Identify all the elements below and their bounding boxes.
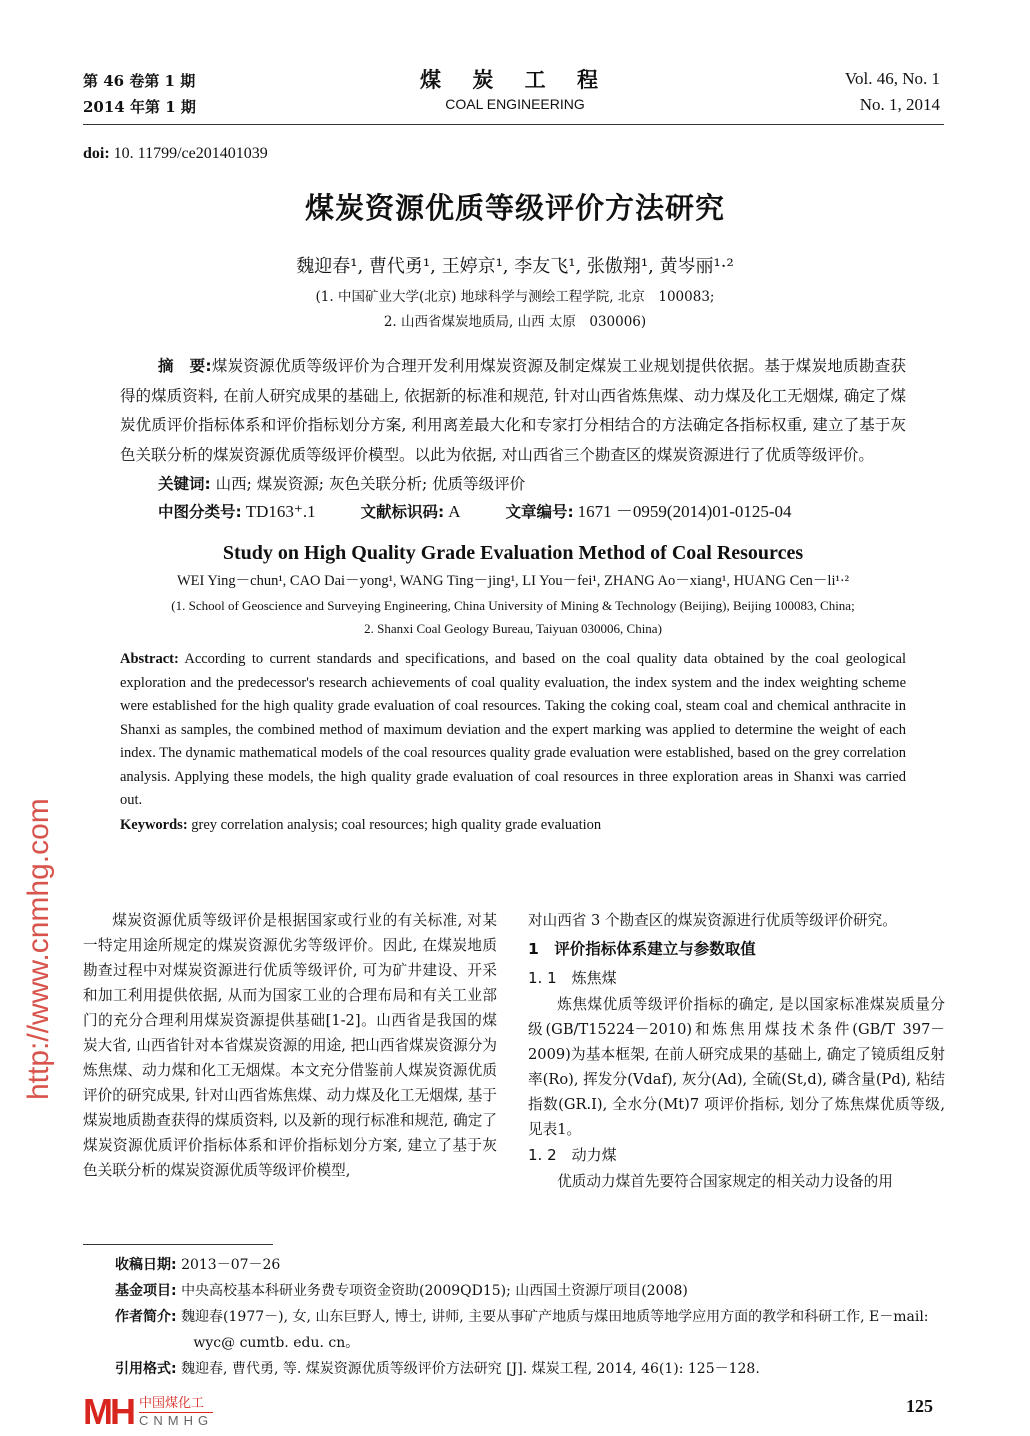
author-bio-label: 作者简介:	[115, 1309, 177, 1325]
english-affiliation-2: 2. Shanxi Coal Geology Bureau, Taiyuan 030006, China)	[364, 621, 662, 636]
abstract-section	[120, 352, 906, 837]
abstract-en-label: Abstract:	[120, 651, 179, 667]
header-rule	[83, 124, 944, 125]
keywords-en-label: Keywords:	[120, 816, 188, 833]
journal-name-en: COAL ENGINEERING	[445, 96, 585, 112]
section-heading-1: 1 评价指标体系建立与参数取值	[528, 940, 756, 958]
body-paragraph: 煤炭资源优质等级评价是根据国家或行业的有关标准, 对某一特定用途所规定的煤炭资源优劣等级评价。因此, 在煤炭地质勘查过程中对煤炭资源进行优质等级评价, 可为矿井建设、开采和加工利用提供依据, 从而为国家工业的合理布局和有关工业部门的充分合理利用煤炭资源提供基础[1-2]。山西省是我国的煤炭大省, 山西省针对本省煤炭资源的用途, 把山西省煤炭资源分为炼焦煤、动力煤和化工无烟煤。本文充分借鉴前人煤炭资源优质评价的研究成果, 针对山西省炼焦煤、动力煤及化工无烟煤, 基于煤炭地质勘查获得的煤质资料, 以及新的现行标准和规范, 确定了煤炭资源优质评价指标体系和评价指标划分方案, 建立了基于灰色关联分析的煤炭资源优质等级评价模型,	[83, 912, 497, 1179]
cnmhg-logo	[83, 1392, 213, 1432]
keywords-cn	[120, 470, 906, 498]
abstract-cn	[120, 352, 906, 470]
page-number: 125	[906, 1396, 933, 1416]
doc-code-label: 文献标识码:	[360, 503, 445, 521]
citation-label: 引用格式:	[115, 1361, 177, 1377]
footnotes	[115, 1252, 945, 1382]
citation	[115, 1356, 945, 1382]
received-date	[115, 1252, 945, 1278]
author-bio-value: 魏迎春(1977－), 女, 山东巨野人, 博士, 讲师, 主要从事矿产地质与煤田地质等地学应用方面的教学和科研工作, E－mail: wyc@ cumtb. edu. cn。	[181, 1309, 929, 1351]
english-affiliation-1: (1. School of Geoscience and Surveying Engineering, China University of Mining & Technology (Beijing), Beijing 100083, China;	[171, 598, 855, 613]
year-cn: 2014 年第 1 期	[83, 98, 196, 116]
section-heading-1-1: 1. 1 炼焦煤	[528, 969, 617, 987]
body-right-column	[528, 908, 945, 1194]
body-left-column	[83, 908, 497, 1183]
journal-name	[380, 64, 650, 112]
authors: 魏迎春¹, 曹代勇¹, 王婷京¹, 李友飞¹, 张傲翔¹, 黄岑丽¹·²	[296, 256, 734, 277]
affiliation-1: (1. 中国矿业大学(北京) 地球科学与测绘工程学院, 北京 100083;	[315, 289, 715, 305]
doc-code-value: A	[448, 502, 461, 521]
doi-label: doi:	[83, 145, 110, 162]
keywords-en-text: grey correlation analysis; coal resources; high quality grade evaluation	[191, 816, 602, 833]
received-label: 收稿日期:	[115, 1257, 177, 1273]
abstract-cn-text: 煤炭资源优质等级评价为合理开发利用煤炭资源及制定煤炭工业规划提供依据。基于煤炭地质勘查获得的煤质资料, 在前人研究成果的基础上, 依据新的标准和规范, 针对山西省炼焦煤、动力煤及化工无烟煤, 确定了煤炭优质评价指标体系和评价指标划分方案, 利用离差最大化和专家打分相结合的方法确定各指标权重, 建立了基于灰色关联分析的煤炭资源优质等级评价模型。以此为依据, 对山西省三个勘查区的煤炭资源进行了优质等级评价。	[120, 357, 906, 464]
received-value: 2013－07－26	[181, 1257, 281, 1273]
english-title: Study on High Quality Grade Evaluation Method of Coal Resources	[222, 542, 804, 564]
keywords-en	[120, 813, 906, 837]
classification	[120, 498, 906, 526]
paper-title: 煤炭资源优质等级评价方法研究	[304, 191, 725, 225]
article-no-label: 文章编号:	[505, 503, 574, 521]
footnote-rule	[83, 1244, 273, 1245]
issue-info-en	[845, 66, 940, 118]
volume-en: Vol. 46, No. 1	[844, 69, 940, 88]
clc-label: 中图分类号:	[158, 503, 242, 521]
logo-cn: 中国煤化工	[139, 1396, 213, 1413]
issue-info-cn	[83, 68, 196, 120]
abstract-cn-label: 摘 要:	[158, 357, 212, 375]
body-paragraph: 对山西省 3 个勘查区的煤炭资源进行优质等级评价研究。	[528, 912, 897, 929]
doi-value[interactable]: 10. 11799/ce201401039	[113, 145, 268, 162]
abstract-en	[120, 648, 906, 813]
section-heading-1-2: 1. 2 动力煤	[528, 1146, 617, 1164]
watermark-url: http://www.cnmhg.com	[22, 798, 55, 1100]
article-no-value: 1671 －0959(2014)01-0125-04	[577, 502, 792, 521]
fund-label: 基金项目:	[115, 1283, 177, 1299]
citation-value: 魏迎春, 曹代勇, 等. 煤炭资源优质等级评价方法研究 [J]. 煤炭工程, 2014, 46(1): 125－128.	[181, 1361, 760, 1377]
affiliation-2: 2. 山西省煤炭地质局, 山西 太原 030006)	[383, 314, 647, 330]
keywords-cn-label: 关键词:	[158, 475, 211, 493]
body-paragraph: 炼焦煤优质等级评价指标的确定, 是以国家标准煤炭质量分级(GB/T15224－2010)和炼焦用煤技术条件(GB/T 397－2009)为基本框架, 在前人研究成果的基础上, 确定了镜质组反射率(Ro), 挥发分(Vdaf), 灰分(Ad), 全硫(St,d), 磷含量(Pd), 粘结指数(GR.I), 全水分(Mt)7 项评价指标, 划分了炼焦煤优质等级, 见表1。	[528, 996, 945, 1138]
logo-mark: MH	[83, 1391, 133, 1432]
volume-cn: 第 46 卷第 1 期	[83, 72, 196, 90]
doi	[83, 145, 268, 163]
author-bio	[115, 1304, 945, 1356]
logo-en: CNMHG	[139, 1412, 214, 1428]
fund-value: 中央高校基本科研业务费专项资金资助(2009QD15); 山西国土资源厅项目(2008)	[181, 1283, 688, 1299]
issue-en: No. 1, 2014	[859, 95, 940, 114]
english-authors: WEI Ying－chun¹, CAO Dai－yong¹, WANG Ting－jing¹, LI You－fei¹, ZHANG Ao－xiang¹, HUANG Cen－li¹·²	[176, 573, 850, 589]
abstract-en-text: According to current standards and specifications, and based on the coal quality data obtained by the coal geological exploration and the predecessor's research achievements of coal quality evaluation, the index system and the index weighting scheme were established for the high quality grade evaluation of coal resources. Taking the coking coal, steam coal and chemical anthracite in Shanxi as samples, the combined method of maximum deviation and the expert marking was applied to determine the weight of each index. The dynamic mathematical models of the coal resources quality grade evaluation were established, based on the grey correlation analysis. Applying these models, the high quality grade evaluation of coal resources in three exploration areas in Shanxi was carried out.	[120, 651, 907, 808]
fund	[115, 1278, 945, 1304]
keywords-cn-text: 山西; 煤炭资源; 灰色关联分析; 优质等级评价	[215, 475, 526, 493]
journal-name-cn: 煤 炭 工 程	[420, 67, 610, 92]
clc-value: TD163⁺.1	[245, 502, 316, 521]
body-paragraph: 优质动力煤首先要符合国家规定的相关动力设备的用	[557, 1173, 893, 1190]
